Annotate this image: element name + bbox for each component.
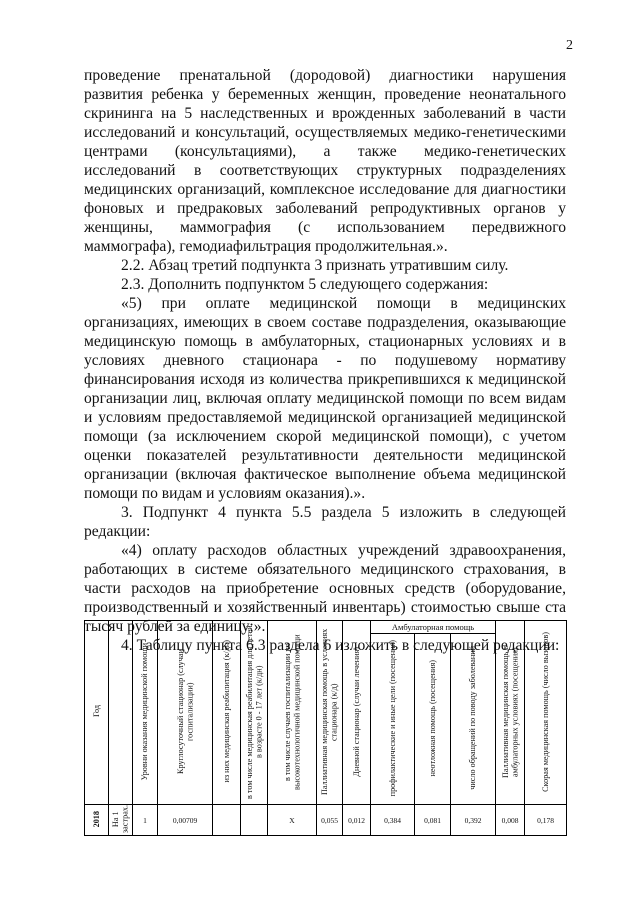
paragraph-continuation: проведение пренатальной (дородовой) диагностики нарушения развития ребенка у беременных женщин, проведение неонатального скрининга на 5 наследственных и врожденных заболеваний в части исследований и консультаций, осуществляемых медико-генетическими центрами (консультациями), а также медико-генетических исследований в соответствующих структурных подразделениях медицинских организаций, комплексное исследование для диагностики фоновых и предраковых заболеваний репродуктивных органов у женщины, маммография (с использованием передвижного маммографа), гемодиафильтрация продолжительная.».	[84, 67, 566, 255]
cell-urgent: 0,081	[415, 805, 451, 836]
paragraph-2-3: 2.3. Дополнить подпунктом 5 следующего содержания:	[121, 276, 489, 293]
header-urgent: неотложная помощь (посещения)	[415, 634, 451, 805]
cell-preventive: 0,384	[371, 805, 415, 836]
header-high-tech: в том числе случаев госпитализации по высокотехнологичной медицинской помощи	[268, 621, 317, 805]
cell-high-tech: Х	[268, 805, 317, 836]
header-emergency: Скорая медицинская помощь (число вызовов)	[525, 621, 567, 805]
header-palliative-ambulatory: Паллиативная медицинская помощь в амбулаторных условиях (посещения)	[496, 621, 525, 805]
header-rehabilitation-children: в том числе медицинская реабилитация для детей в возрасте 0 - 17 лет (к/дн)	[241, 621, 268, 805]
volumes-table	[84, 620, 567, 836]
page-number: 2	[566, 38, 573, 53]
cell-day-hospital: 0,012	[343, 805, 371, 836]
header-disease-visits: число обращений по поводу заболеваний	[451, 634, 496, 805]
cell-rehab	[213, 805, 241, 836]
cell-year: 2018	[85, 805, 109, 836]
cell-rehab-children	[241, 805, 268, 836]
document-body	[84, 66, 566, 655]
header-preventive: профилактические и иные цели (посещения)	[371, 634, 415, 805]
header-day-hospital: Дневной стационар (случаи лечения)	[343, 621, 371, 805]
cell-round-clock: 0,00709	[158, 805, 213, 836]
cell-emergency: 0,178	[525, 805, 567, 836]
header-level: Уровни оказания медицинской помощи	[133, 621, 158, 805]
cell-level: 1	[133, 805, 158, 836]
table-row	[85, 805, 567, 836]
paragraph-subpoint-5: «5) при оплате медицинской помощи в медицинских организациях, имеющих в своем составе подразделения, оказывающие медицинскую помощь в амбулаторных, стационарных условиях и в условиях дневного стационара - по подушевому нормативу финансирования исходя из количества прикрепившихся к медицинской организации лиц, включая оплату медицинской помощи по всем видам и условиям предоставляемой медицинской организацией медицинской помощи (за исключением скорой медицинской помощи), с учетом оценки показателей результативности деятельности медицинской организации (включая фактическое выполнение объема медицинской помощи по видам и условиям оказания).».	[84, 295, 566, 502]
paragraph-3: 3. Подпункт 4 пункта 5.5 раздела 5 изложить в следующей редакции:	[84, 504, 566, 540]
cell-palliative-inpatient: 0,055	[317, 805, 343, 836]
header-ambulatory-group: Амбулаторная помощь	[371, 621, 496, 634]
paragraph-4: 4. Таблицу пункта 6.3 раздела 6 изложить в следующей редакции:	[121, 637, 560, 654]
header-palliative-inpatient: Паллиативная медицинская помощь в условиях стационара (к/д)	[317, 621, 343, 805]
header-rehabilitation: из них медицинская реабилитация (к/дн)	[213, 621, 241, 805]
paragraph-2-2: 2.2. Абзац третий подпункта 3 признать утратившим силу.	[121, 257, 509, 274]
cell-palliative-ambulatory: 0,008	[496, 805, 525, 836]
header-year: Год	[85, 621, 109, 805]
cell-disease-visits: 0,392	[451, 805, 496, 836]
header-round-clock-hospital: Круглосуточный стационар (случаи госпитализации)	[158, 621, 213, 805]
header-blank	[109, 621, 133, 805]
cell-per: На 1 застрах.	[109, 805, 133, 836]
paragraph-subpoint-4: «4) оплату расходов областных учреждений здравоохранения, работающих в системе обязательного медицинского страхования, в части расходов на приобретение основных средств (оборудование, производственный и хозяйственный инвентарь) стоимостью свыше ста тысяч рублей за единицу;».	[84, 542, 566, 635]
